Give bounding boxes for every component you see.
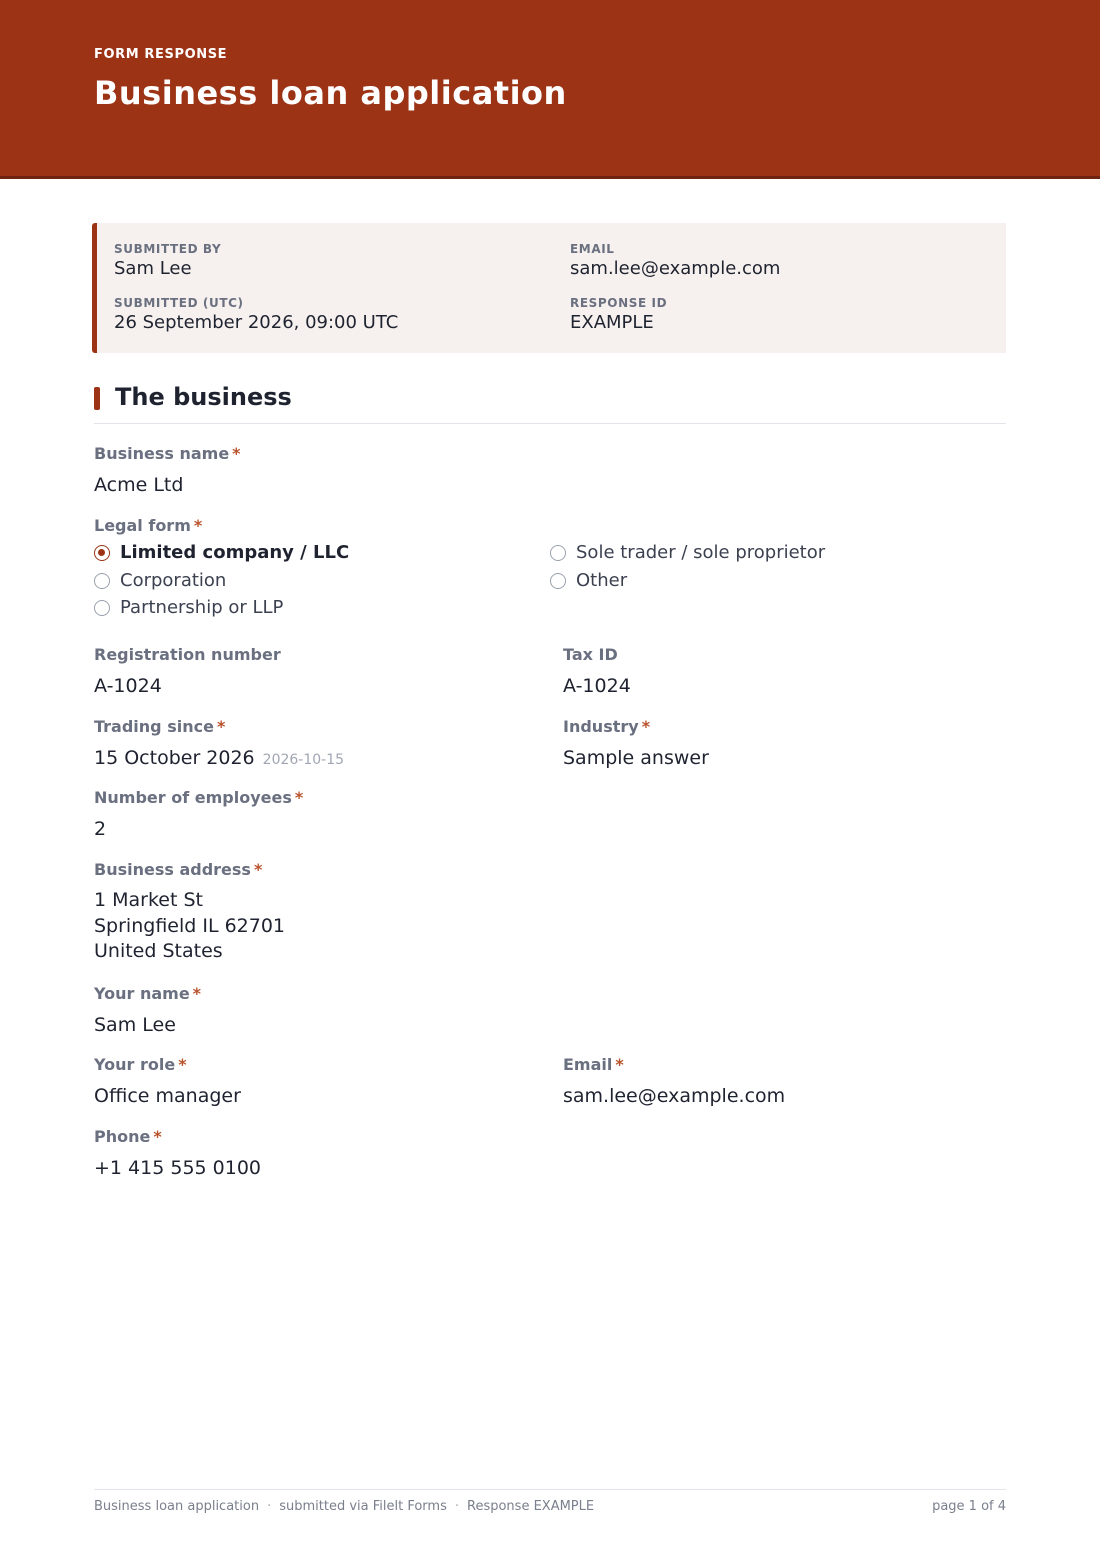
field-registration-number (94, 645, 281, 699)
radio-option-limited-company[interactable] (94, 542, 349, 563)
radio-option-label: Limited company / LLC (120, 542, 350, 563)
employees-label: Number of employees (94, 788, 292, 807)
page-number: page 1 of 4 (932, 1499, 1006, 1514)
business-address-value (94, 888, 285, 965)
footer-separator: · (267, 1499, 272, 1514)
phone-value: +1 415 555 0100 (94, 1157, 262, 1179)
registration-number-label: Registration number (94, 645, 281, 664)
footer-info (94, 1499, 594, 1514)
required-marker: * (192, 984, 202, 1003)
radio-option-label: Corporation (120, 570, 227, 591)
business-name-label: Business name (94, 444, 230, 463)
section-title: The business (115, 383, 292, 411)
trading-since-iso: 2026-10-15 (262, 752, 345, 768)
email-label: Email (563, 1055, 613, 1074)
required-marker: * (153, 1127, 162, 1146)
submitted-by (114, 242, 221, 281)
field-trading-since (94, 717, 344, 773)
radio-option-partnership[interactable] (94, 597, 283, 618)
radio-option-sole-trader[interactable] (550, 542, 825, 563)
response-id-label: RESPONSE ID (570, 296, 668, 310)
legal-form-label: Legal form (94, 516, 191, 535)
field-your-role (94, 1055, 241, 1109)
radio-option-other[interactable] (550, 570, 627, 591)
email-value: sam.lee@example.com (563, 1085, 786, 1107)
industry-value: Sample answer (563, 747, 709, 769)
field-business-name (94, 444, 241, 498)
required-marker: * (232, 444, 241, 463)
required-marker: * (294, 788, 304, 807)
submitted-by-value: Sam Lee (114, 258, 192, 279)
required-marker: * (641, 717, 651, 736)
submitted-utc-label: SUBMITTED (UTC) (114, 296, 244, 310)
submitted-by-label: SUBMITTED BY (114, 242, 222, 256)
page-header (0, 0, 1100, 179)
your-name-label: Your name (94, 984, 190, 1003)
required-marker: * (216, 717, 226, 736)
footer-form-name: Business loan application (94, 1499, 260, 1514)
required-marker: * (178, 1055, 187, 1074)
form-response-kicker: FORM RESPONSE (94, 47, 228, 62)
field-phone (94, 1127, 261, 1181)
business-name-value: Acme Ltd (94, 474, 184, 496)
meta-email-label: EMAIL (570, 242, 615, 256)
trading-since-label: Trading since (94, 717, 214, 736)
meta-email (570, 242, 780, 281)
required-marker: * (615, 1055, 624, 1074)
your-name-value: Sam Lee (94, 1014, 176, 1036)
footer-separator: · (454, 1499, 459, 1514)
meta-email-value: sam.lee@example.com (570, 258, 781, 279)
required-marker: * (253, 860, 263, 879)
business-address-label: Business address (94, 860, 251, 879)
radio-option-label: Partnership or LLP (120, 597, 284, 618)
section-accent-bar (94, 387, 100, 410)
radio-empty-icon (94, 600, 110, 616)
address-line: United States (94, 940, 223, 962)
field-legal-form (94, 516, 202, 536)
section-header (94, 383, 1006, 424)
required-marker: * (193, 516, 203, 535)
submission-meta-panel (92, 223, 1006, 353)
radio-empty-icon (550, 573, 566, 589)
tax-id-value: A-1024 (563, 675, 631, 697)
footer-response: Response EXAMPLE (467, 1499, 595, 1514)
tax-id-label: Tax ID (563, 645, 618, 664)
employees-value: 2 (94, 818, 107, 840)
trading-since-value: 15 October 2026 (94, 747, 255, 769)
page-title: Business loan application (94, 74, 567, 112)
your-role-label: Your role (94, 1055, 176, 1074)
footer-submitted-via: submitted via Filelt Forms (279, 1499, 447, 1514)
response-id-value: EXAMPLE (570, 312, 654, 333)
field-tax-id (563, 645, 631, 699)
field-your-name (94, 984, 201, 1038)
radio-option-corporation[interactable] (94, 570, 226, 591)
registration-number-value: A-1024 (94, 675, 162, 697)
field-industry (563, 717, 709, 771)
field-employees (94, 788, 303, 842)
radio-empty-icon (550, 545, 566, 561)
submitted-utc-value: 26 September 2026, 09:00 UTC (114, 312, 399, 333)
industry-label: Industry (563, 717, 639, 736)
submitted-utc (114, 296, 398, 335)
field-email (563, 1055, 785, 1109)
radio-option-label: Sole trader / sole proprietor (576, 542, 826, 563)
phone-label: Phone (94, 1127, 151, 1146)
response-id (570, 296, 667, 335)
field-business-address (94, 860, 285, 965)
address-line: Springfield IL 62701 (94, 914, 286, 937)
trading-since-value-row (94, 745, 344, 773)
radio-empty-icon (94, 573, 110, 589)
radio-selected-icon (94, 545, 110, 561)
your-role-value: Office manager (94, 1085, 241, 1107)
address-line: 1 Market St (94, 889, 203, 911)
radio-option-label: Other (576, 570, 628, 591)
page-footer (94, 1489, 1006, 1519)
